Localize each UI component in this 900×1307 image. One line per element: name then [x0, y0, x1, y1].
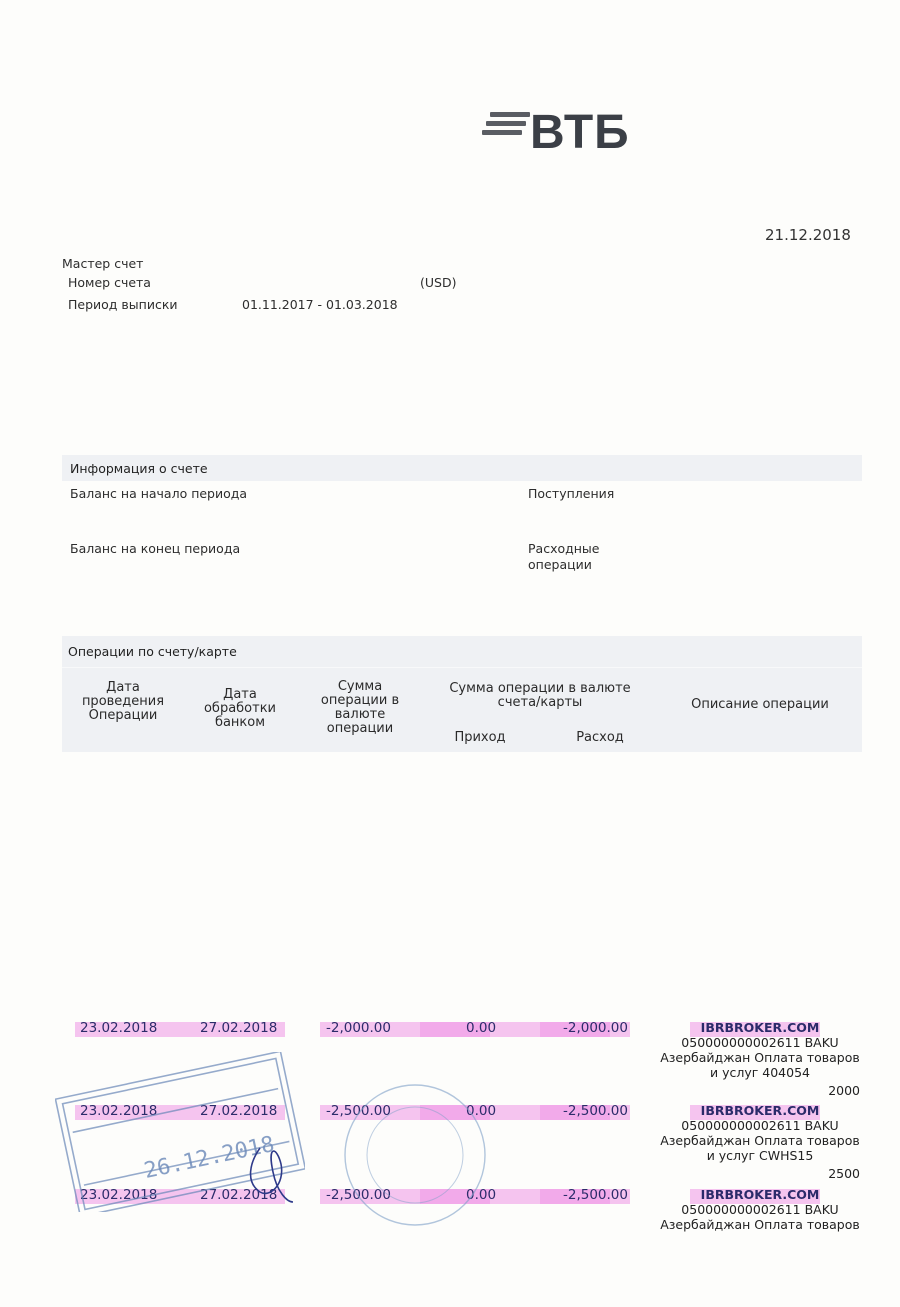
col-description: Описание операции: [691, 697, 829, 712]
cell-proc-date: 27.02.2018: [200, 1187, 278, 1203]
col-acc-amount: Сумма операции в валюте счета/карты: [449, 681, 631, 710]
cell-expense: -2,500.00: [563, 1187, 628, 1203]
master-account-label: Мастер счет: [62, 256, 144, 271]
opening-balance-label: Баланс на начало периода: [70, 486, 248, 501]
description-amount: 2000: [828, 1083, 860, 1098]
cell-expense: -2,000.00: [563, 1020, 628, 1036]
description-head: IBRBROKER.COM: [700, 1020, 820, 1035]
cell-op-date: 23.02.2018: [80, 1103, 158, 1119]
cell-op-amount: -2,500.00: [326, 1187, 391, 1203]
description-line: Азербайджан Оплата товаров: [660, 1050, 860, 1065]
description-line: 050000000002611 BAKU: [681, 1118, 839, 1133]
description-head: IBRBROKER.COM: [700, 1103, 820, 1118]
description-line: 050000000002611 BAKU: [681, 1202, 839, 1217]
cell-income: 0.00: [466, 1020, 497, 1036]
account-number-label: Номер счета: [68, 275, 151, 290]
cell-op-amount: -2,000.00: [326, 1020, 391, 1036]
cell-op-amount: -2,500.00: [326, 1103, 391, 1119]
description-line: и услуг CWHS15: [706, 1148, 814, 1163]
cell-description: [655, 1020, 865, 1080]
bank-logo: [482, 102, 642, 172]
closing-balance-label: Баланс на конец периода: [70, 541, 241, 556]
cell-expense: -2,500.00: [563, 1103, 628, 1119]
col-proc-date: Дата обработки банком: [203, 687, 277, 730]
cell-proc-date: 27.02.2018: [200, 1020, 278, 1036]
col-expense: Расход: [576, 730, 624, 745]
cell-op-date: 23.02.2018: [80, 1020, 158, 1036]
cell-income: 0.00: [466, 1103, 497, 1119]
logo-text: ВТБ: [530, 106, 630, 159]
round-seal: [340, 1080, 490, 1230]
col-income: Приход: [454, 730, 506, 745]
cell-income: 0.00: [466, 1187, 497, 1203]
col-op-date: Дата проведения Операции: [81, 680, 165, 723]
account-info-title: Информация о счете: [70, 461, 208, 476]
period-value: 01.11.2017 - 01.03.2018: [242, 297, 398, 312]
account-info-header: [62, 455, 862, 481]
receipts-label: Поступления: [528, 486, 615, 501]
description-line: и услуг 404054: [709, 1065, 810, 1080]
cell-description: [655, 1103, 865, 1163]
cell-op-date: 23.02.2018: [80, 1187, 158, 1203]
description-head: IBRBROKER.COM: [700, 1187, 820, 1202]
description-line: 050000000002611 BAKU: [681, 1035, 839, 1050]
statement-date: 21.12.2018: [765, 226, 851, 244]
bank-stamp: [55, 1052, 305, 1212]
cell-description: [655, 1187, 865, 1232]
description-line: Азербайджан Оплата товаров: [660, 1133, 860, 1148]
expenses-label: Расходные операции: [528, 541, 600, 572]
description-amount: 2500: [828, 1166, 860, 1181]
description-line: Азербайджан Оплата товаров: [660, 1217, 860, 1232]
stamp-date: 26.12.2018: [141, 1131, 277, 1184]
logo-bars-icon: [482, 108, 530, 138]
operations-title: Операции по счету/карте: [68, 644, 237, 659]
col-op-amount: Сумма операции в валюте операции: [320, 679, 400, 736]
period-label: Период выписки: [68, 297, 178, 312]
currency-label: (USD): [420, 275, 457, 290]
divider: [62, 667, 862, 668]
cell-proc-date: 27.02.2018: [200, 1103, 278, 1119]
